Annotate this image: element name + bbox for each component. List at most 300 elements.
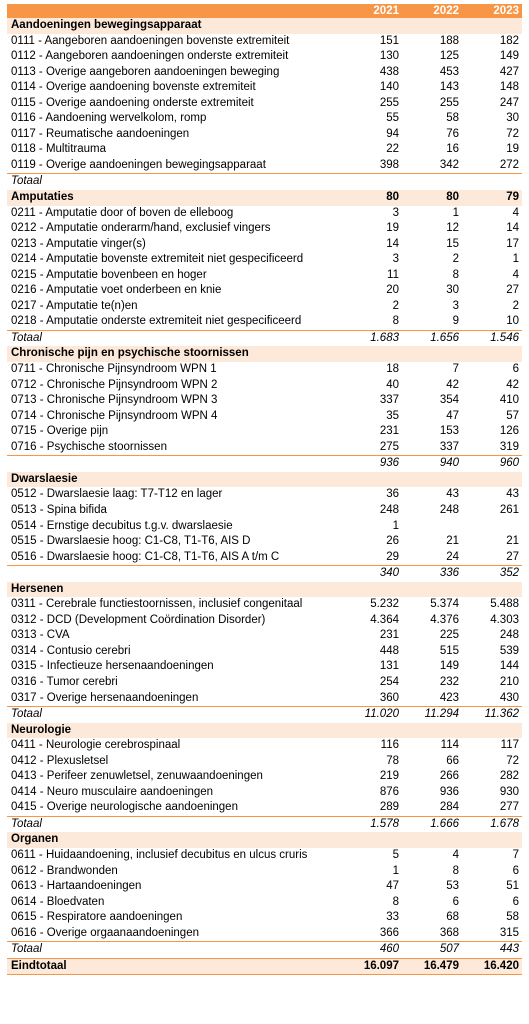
grand-total-label: Eindtotaal	[7, 958, 342, 975]
value-cell: 30	[506, 112, 519, 125]
value-cell: 51	[506, 880, 519, 893]
value-cell: 47	[446, 409, 459, 422]
value-cell: 18	[386, 363, 399, 376]
value-cell	[342, 18, 402, 34]
row-label: 0119 - Overige aandoeningen bewegingsapparaat	[11, 158, 266, 171]
row-label: 0116 - Aandoening wervelkolom, romp	[11, 112, 207, 125]
row-label: 0212 - Amputatie onderarm/hand, exclusief vingers	[11, 222, 271, 235]
value-cell: 460	[342, 942, 402, 959]
value-cell: 68	[446, 911, 459, 924]
table-row	[7, 800, 522, 816]
value-cell: 36	[386, 488, 399, 501]
table-row	[7, 127, 522, 143]
total-row	[7, 942, 522, 959]
value-cell: 35	[386, 409, 399, 422]
value-cell: 248	[439, 503, 459, 516]
value-cell	[402, 832, 462, 848]
table-row	[7, 628, 522, 644]
row-label: 0516 - Dwarslaesie hoog: C1-C8, T1-T6, AIS A t/m C	[11, 550, 280, 563]
value-cell: 210	[499, 675, 519, 688]
table-row	[7, 644, 522, 660]
row-label: 0118 - Multitrauma	[11, 143, 107, 156]
total-label: Totaal	[7, 942, 342, 959]
table-row	[7, 503, 522, 519]
value-cell: 266	[439, 770, 459, 783]
table-row	[7, 769, 522, 785]
value-cell: 188	[439, 34, 459, 47]
value-cell: 5.488	[490, 598, 519, 611]
value-cell: 248	[499, 629, 519, 642]
value-cell	[462, 723, 522, 739]
value-cell: 231	[379, 629, 399, 642]
value-cell: 42	[506, 378, 519, 391]
value-cell	[342, 582, 402, 598]
value-cell: 8	[452, 864, 459, 877]
row-label: 0614 - Bloedvaten	[11, 895, 105, 908]
row-label: 0712 - Chronische Pijnsyndroom WPN 2	[11, 378, 218, 391]
value-cell: 423	[439, 691, 459, 704]
value-cell: 130	[379, 50, 399, 63]
row-label: 0412 - Plexusletsel	[11, 754, 109, 767]
value-cell	[462, 174, 522, 190]
value-cell: 4	[452, 848, 459, 861]
value-cell: 289	[379, 801, 399, 814]
value-cell: 19	[386, 222, 399, 235]
value-cell: 79	[462, 190, 522, 206]
value-cell	[342, 472, 402, 488]
row-label: 0316 - Tumor cerebri	[11, 675, 118, 688]
value-cell: 340	[342, 566, 402, 582]
table-row	[7, 519, 522, 535]
value-cell: 1.656	[402, 330, 462, 346]
value-cell: 315	[499, 926, 519, 939]
value-cell: 876	[379, 785, 399, 798]
section-header-row	[7, 472, 522, 488]
value-cell: 1	[452, 206, 459, 219]
row-label: 0716 - Psychische stoornissen	[11, 440, 167, 453]
value-cell: 42	[446, 378, 459, 391]
value-cell	[462, 582, 522, 598]
table-row	[7, 378, 522, 394]
value-cell: 448	[379, 644, 399, 657]
table-row	[7, 252, 522, 268]
value-cell: 27	[506, 284, 519, 297]
value-cell: 131	[379, 660, 399, 673]
value-cell: 153	[439, 425, 459, 438]
value-cell: 116	[380, 739, 399, 752]
value-cell: 2	[512, 299, 519, 312]
row-label: 0217 - Amputatie te(n)en	[11, 299, 138, 312]
row-label: 0713 - Chronische Pijnsyndroom WPN 3	[11, 394, 218, 407]
table-row	[7, 738, 522, 754]
value-cell	[342, 174, 402, 190]
value-cell	[342, 723, 402, 739]
total-label: Totaal	[7, 707, 342, 723]
table-row	[7, 206, 522, 222]
value-cell: 8	[452, 268, 459, 281]
table-row	[7, 926, 522, 942]
value-cell: 5	[392, 848, 399, 861]
value-cell	[402, 723, 462, 739]
value-cell: 1.678	[462, 816, 522, 832]
value-cell: 58	[506, 911, 519, 924]
table-row	[7, 34, 522, 50]
total-row	[7, 174, 522, 190]
table-row	[7, 879, 522, 895]
total-label	[7, 566, 342, 582]
value-cell: 261	[499, 503, 519, 516]
row-label: 0216 - Amputatie voet onderbeen en knie	[11, 284, 222, 297]
value-cell: 55	[386, 112, 399, 125]
row-label: 0714 - Chronische Pijnsyndroom WPN 4	[11, 409, 218, 422]
value-cell: 148	[499, 81, 519, 94]
section-title: Dwarslaesie	[7, 472, 342, 488]
row-label: 0114 - Overige aandoening bovenste extremiteit	[11, 81, 256, 94]
section-header-row	[7, 832, 522, 848]
value-cell	[342, 346, 402, 362]
value-cell: 352	[462, 566, 522, 582]
value-cell	[462, 519, 522, 535]
table-row	[7, 237, 522, 253]
table-row	[7, 691, 522, 707]
value-cell: 1	[392, 864, 399, 877]
value-cell: 336	[402, 566, 462, 582]
value-cell: 284	[439, 801, 459, 814]
year-header: 2021	[342, 4, 402, 18]
value-cell: 11.362	[462, 707, 522, 723]
value-cell	[402, 582, 462, 598]
value-cell: 319	[499, 440, 519, 453]
table-row	[7, 221, 522, 237]
value-cell: 19	[506, 143, 519, 156]
table-row	[7, 314, 522, 330]
value-cell: 936	[439, 785, 459, 798]
value-cell: 2	[452, 253, 459, 266]
total-row	[7, 816, 522, 832]
value-cell: 430	[499, 691, 519, 704]
total-row	[7, 566, 522, 582]
value-cell: 17	[506, 237, 519, 250]
row-label: 0111 - Aangeboren aandoeningen bovenste extremiteit	[11, 34, 290, 47]
row-label: 0311 - Cerebrale functiestoornissen, inclusief congenitaal	[11, 598, 303, 611]
value-cell: 80	[342, 190, 402, 206]
value-cell: 27	[506, 550, 519, 563]
value-cell: 232	[439, 675, 459, 688]
value-cell: 117	[500, 739, 519, 752]
value-cell: 14	[506, 222, 519, 235]
row-label: 0113 - Overige aangeboren aandoeningen beweging	[11, 65, 280, 78]
value-cell: 33	[386, 911, 399, 924]
value-cell: 16	[446, 143, 459, 156]
table-row	[7, 675, 522, 691]
value-cell: 342	[439, 158, 459, 171]
table-row	[7, 65, 522, 81]
value-cell: 960	[462, 456, 522, 472]
table-row	[7, 49, 522, 65]
table-row	[7, 659, 522, 675]
value-cell: 248	[379, 503, 399, 516]
value-cell: 368	[439, 926, 459, 939]
row-label: 0512 - Dwarslaesie laag: T7-T12 en lager	[11, 488, 223, 501]
value-cell	[462, 472, 522, 488]
total-label: Totaal	[7, 330, 342, 346]
header-label-cell	[7, 4, 342, 18]
value-cell: 3	[392, 206, 399, 219]
value-cell: 453	[439, 65, 459, 78]
section-header-row	[7, 723, 522, 739]
value-cell: 930	[499, 785, 519, 798]
value-cell: 254	[379, 675, 399, 688]
value-cell: 125	[439, 50, 459, 63]
value-cell: 515	[439, 644, 459, 657]
value-cell: 53	[446, 880, 459, 893]
table-row	[7, 80, 522, 96]
value-cell: 3	[452, 299, 459, 312]
table-row	[7, 910, 522, 926]
row-label: 0616 - Overige orgaanaandoeningen	[11, 926, 199, 939]
row-label: 0312 - DCD (Development Coördination Disorder)	[11, 613, 266, 626]
value-cell	[402, 346, 462, 362]
value-cell: 22	[386, 143, 399, 156]
row-label: 0317 - Overige hersenaandoeningen	[11, 691, 199, 704]
value-cell: 76	[446, 127, 459, 140]
value-cell	[402, 472, 462, 488]
value-cell: 26	[386, 535, 399, 548]
table-row	[7, 754, 522, 770]
data-table	[7, 4, 522, 975]
value-cell: 114	[440, 739, 459, 752]
row-label: 0214 - Amputatie bovenste extremiteit niet gespecificeerd	[11, 253, 304, 266]
value-cell: 7	[452, 363, 459, 376]
header-row	[7, 4, 522, 18]
value-cell: 149	[439, 660, 459, 673]
total-label: Totaal	[7, 174, 342, 190]
table-row	[7, 550, 522, 566]
value-cell: 14	[386, 237, 399, 250]
row-label: 0612 - Brandwonden	[11, 864, 118, 877]
value-cell: 16.420	[462, 958, 522, 975]
table-container	[7, 4, 522, 975]
table-row	[7, 299, 522, 315]
value-cell: 1.683	[342, 330, 402, 346]
section-title: Amputaties	[7, 190, 342, 206]
row-label: 0215 - Amputatie bovenbeen en hoger	[11, 268, 207, 281]
value-cell: 366	[379, 926, 399, 939]
value-cell: 1	[392, 519, 399, 532]
value-cell: 94	[386, 127, 399, 140]
section-header-row	[7, 18, 522, 34]
value-cell: 255	[379, 96, 399, 109]
value-cell: 438	[379, 65, 399, 78]
row-label: 0115 - Overige aandoening onderste extremiteit	[11, 96, 254, 109]
table-row	[7, 785, 522, 801]
value-cell: 1.578	[342, 816, 402, 832]
value-cell: 43	[506, 488, 519, 501]
row-label: 0415 - Overige neurologische aandoeningen	[11, 801, 238, 814]
value-cell: 282	[499, 770, 519, 783]
value-cell: 936	[342, 456, 402, 472]
table-row	[7, 362, 522, 378]
value-cell: 21	[446, 535, 459, 548]
value-cell: 1.666	[402, 816, 462, 832]
value-cell: 3	[392, 253, 399, 266]
value-cell: 427	[499, 65, 519, 78]
value-cell: 72	[506, 754, 519, 767]
row-label: 0314 - Contusio cerebri	[11, 644, 131, 657]
value-cell: 4.376	[430, 613, 459, 626]
value-cell: 143	[439, 81, 459, 94]
value-cell	[342, 832, 402, 848]
value-cell: 11	[387, 268, 399, 281]
value-cell: 6	[452, 895, 459, 908]
table-row	[7, 111, 522, 127]
value-cell: 57	[506, 409, 519, 422]
grand-total-row	[7, 958, 522, 975]
table-row	[7, 895, 522, 911]
value-cell	[462, 346, 522, 362]
value-cell: 12	[446, 222, 459, 235]
value-cell: 1	[512, 253, 519, 266]
table-row	[7, 848, 522, 864]
value-cell: 275	[379, 440, 399, 453]
row-label: 0615 - Respiratore aandoeningen	[11, 911, 183, 924]
value-cell: 539	[499, 644, 519, 657]
value-cell: 80	[402, 190, 462, 206]
table-row	[7, 487, 522, 503]
section-title: Chronische pijn en psychische stoornissen	[7, 346, 342, 362]
value-cell: 507	[402, 942, 462, 959]
table-row	[7, 440, 522, 456]
value-cell: 5.374	[430, 598, 459, 611]
row-label: 0513 - Spina bifida	[11, 503, 107, 516]
value-cell: 4.364	[370, 613, 399, 626]
table-row	[7, 393, 522, 409]
row-label: 0515 - Dwarslaesie hoog: C1-C8, T1-T6, AIS D	[11, 535, 251, 548]
section-title: Hersenen	[7, 582, 342, 598]
year-header: 2023	[462, 4, 522, 18]
value-cell: 272	[499, 158, 519, 171]
value-cell: 277	[499, 801, 519, 814]
value-cell: 1.546	[462, 330, 522, 346]
table-body	[7, 18, 522, 975]
value-cell: 940	[402, 456, 462, 472]
value-cell: 140	[379, 81, 399, 94]
value-cell: 7	[512, 848, 519, 861]
value-cell: 15	[446, 237, 459, 250]
value-cell: 4	[512, 268, 519, 281]
value-cell: 337	[439, 440, 459, 453]
value-cell: 72	[506, 127, 519, 140]
row-label: 0213 - Amputatie vinger(s)	[11, 237, 146, 250]
row-label: 0611 - Huidaandoening, inclusief decubitus en ulcus cruris	[11, 848, 308, 861]
value-cell: 247	[499, 96, 519, 109]
row-label: 0313 - CVA	[11, 629, 70, 642]
value-cell	[462, 18, 522, 34]
value-cell: 4	[512, 206, 519, 219]
row-label: 0411 - Neurologie cerebrospinaal	[11, 739, 181, 752]
total-label: Totaal	[7, 816, 342, 832]
value-cell: 9	[452, 315, 459, 328]
value-cell: 29	[386, 550, 399, 563]
total-row	[7, 707, 522, 723]
value-cell: 58	[446, 112, 459, 125]
table-row	[7, 142, 522, 158]
value-cell: 8	[392, 315, 399, 328]
value-cell: 40	[386, 378, 399, 391]
value-cell: 43	[446, 488, 459, 501]
row-label: 0414 - Neuro musculaire aandoeningen	[11, 785, 214, 798]
value-cell: 20	[386, 284, 399, 297]
table-row	[7, 409, 522, 425]
value-cell	[402, 18, 462, 34]
row-label: 0715 - Overige pijn	[11, 425, 109, 438]
value-cell: 225	[439, 629, 459, 642]
section-header-row	[7, 582, 522, 598]
total-row	[7, 330, 522, 346]
table-row	[7, 613, 522, 629]
value-cell	[402, 174, 462, 190]
table-row	[7, 597, 522, 613]
section-header-row	[7, 346, 522, 362]
value-cell: 4.303	[490, 613, 519, 626]
value-cell: 182	[499, 34, 519, 47]
section-header-row	[7, 190, 522, 206]
value-cell: 10	[506, 315, 519, 328]
row-label: 0711 - Chronische Pijnsyndroom WPN 1	[11, 363, 217, 376]
table-row	[7, 96, 522, 112]
row-label: 0218 - Amputatie onderste extremiteit niet gespecificeerd	[11, 315, 302, 328]
value-cell: 255	[439, 96, 459, 109]
value-cell: 16.479	[402, 958, 462, 975]
row-label: 0315 - Infectieuze hersenaandoeningen	[11, 660, 214, 673]
table-row	[7, 158, 522, 174]
value-cell: 151	[379, 34, 399, 47]
row-label: 0112 - Aangeboren aandoeningen onderste extremiteit	[11, 50, 289, 63]
section-title: Neurologie	[7, 723, 342, 739]
value-cell: 398	[379, 158, 399, 171]
value-cell: 2	[392, 299, 399, 312]
table-row	[7, 283, 522, 299]
value-cell: 354	[439, 394, 459, 407]
section-title: Aandoeningen bewegingsapparaat	[7, 18, 342, 34]
value-cell: 219	[379, 770, 399, 783]
value-cell: 8	[392, 895, 399, 908]
row-label: 0117 - Reumatische aandoeningen	[11, 127, 190, 140]
value-cell: 360	[379, 691, 399, 704]
table-row	[7, 424, 522, 440]
value-cell: 47	[386, 880, 399, 893]
value-cell: 6	[512, 895, 519, 908]
value-cell: 66	[446, 754, 459, 767]
row-label: 0413 - Perifeer zenuwletsel, zenuwaandoeningen	[11, 770, 263, 783]
value-cell: 5.232	[370, 598, 399, 611]
total-label	[7, 456, 342, 472]
value-cell: 337	[379, 394, 399, 407]
value-cell: 149	[499, 50, 519, 63]
row-label: 0514 - Ernstige decubitus t.g.v. dwarslaesie	[11, 519, 233, 532]
value-cell: 16.097	[342, 958, 402, 975]
value-cell: 231	[379, 425, 399, 438]
value-cell: 24	[446, 550, 459, 563]
table-row	[7, 864, 522, 880]
value-cell: 126	[499, 425, 519, 438]
value-cell: 144	[499, 660, 519, 673]
value-cell	[462, 832, 522, 848]
value-cell: 21	[506, 535, 519, 548]
value-cell: 410	[499, 394, 519, 407]
row-label: 0613 - Hartaandoeningen	[11, 880, 142, 893]
value-cell: 11.294	[402, 707, 462, 723]
